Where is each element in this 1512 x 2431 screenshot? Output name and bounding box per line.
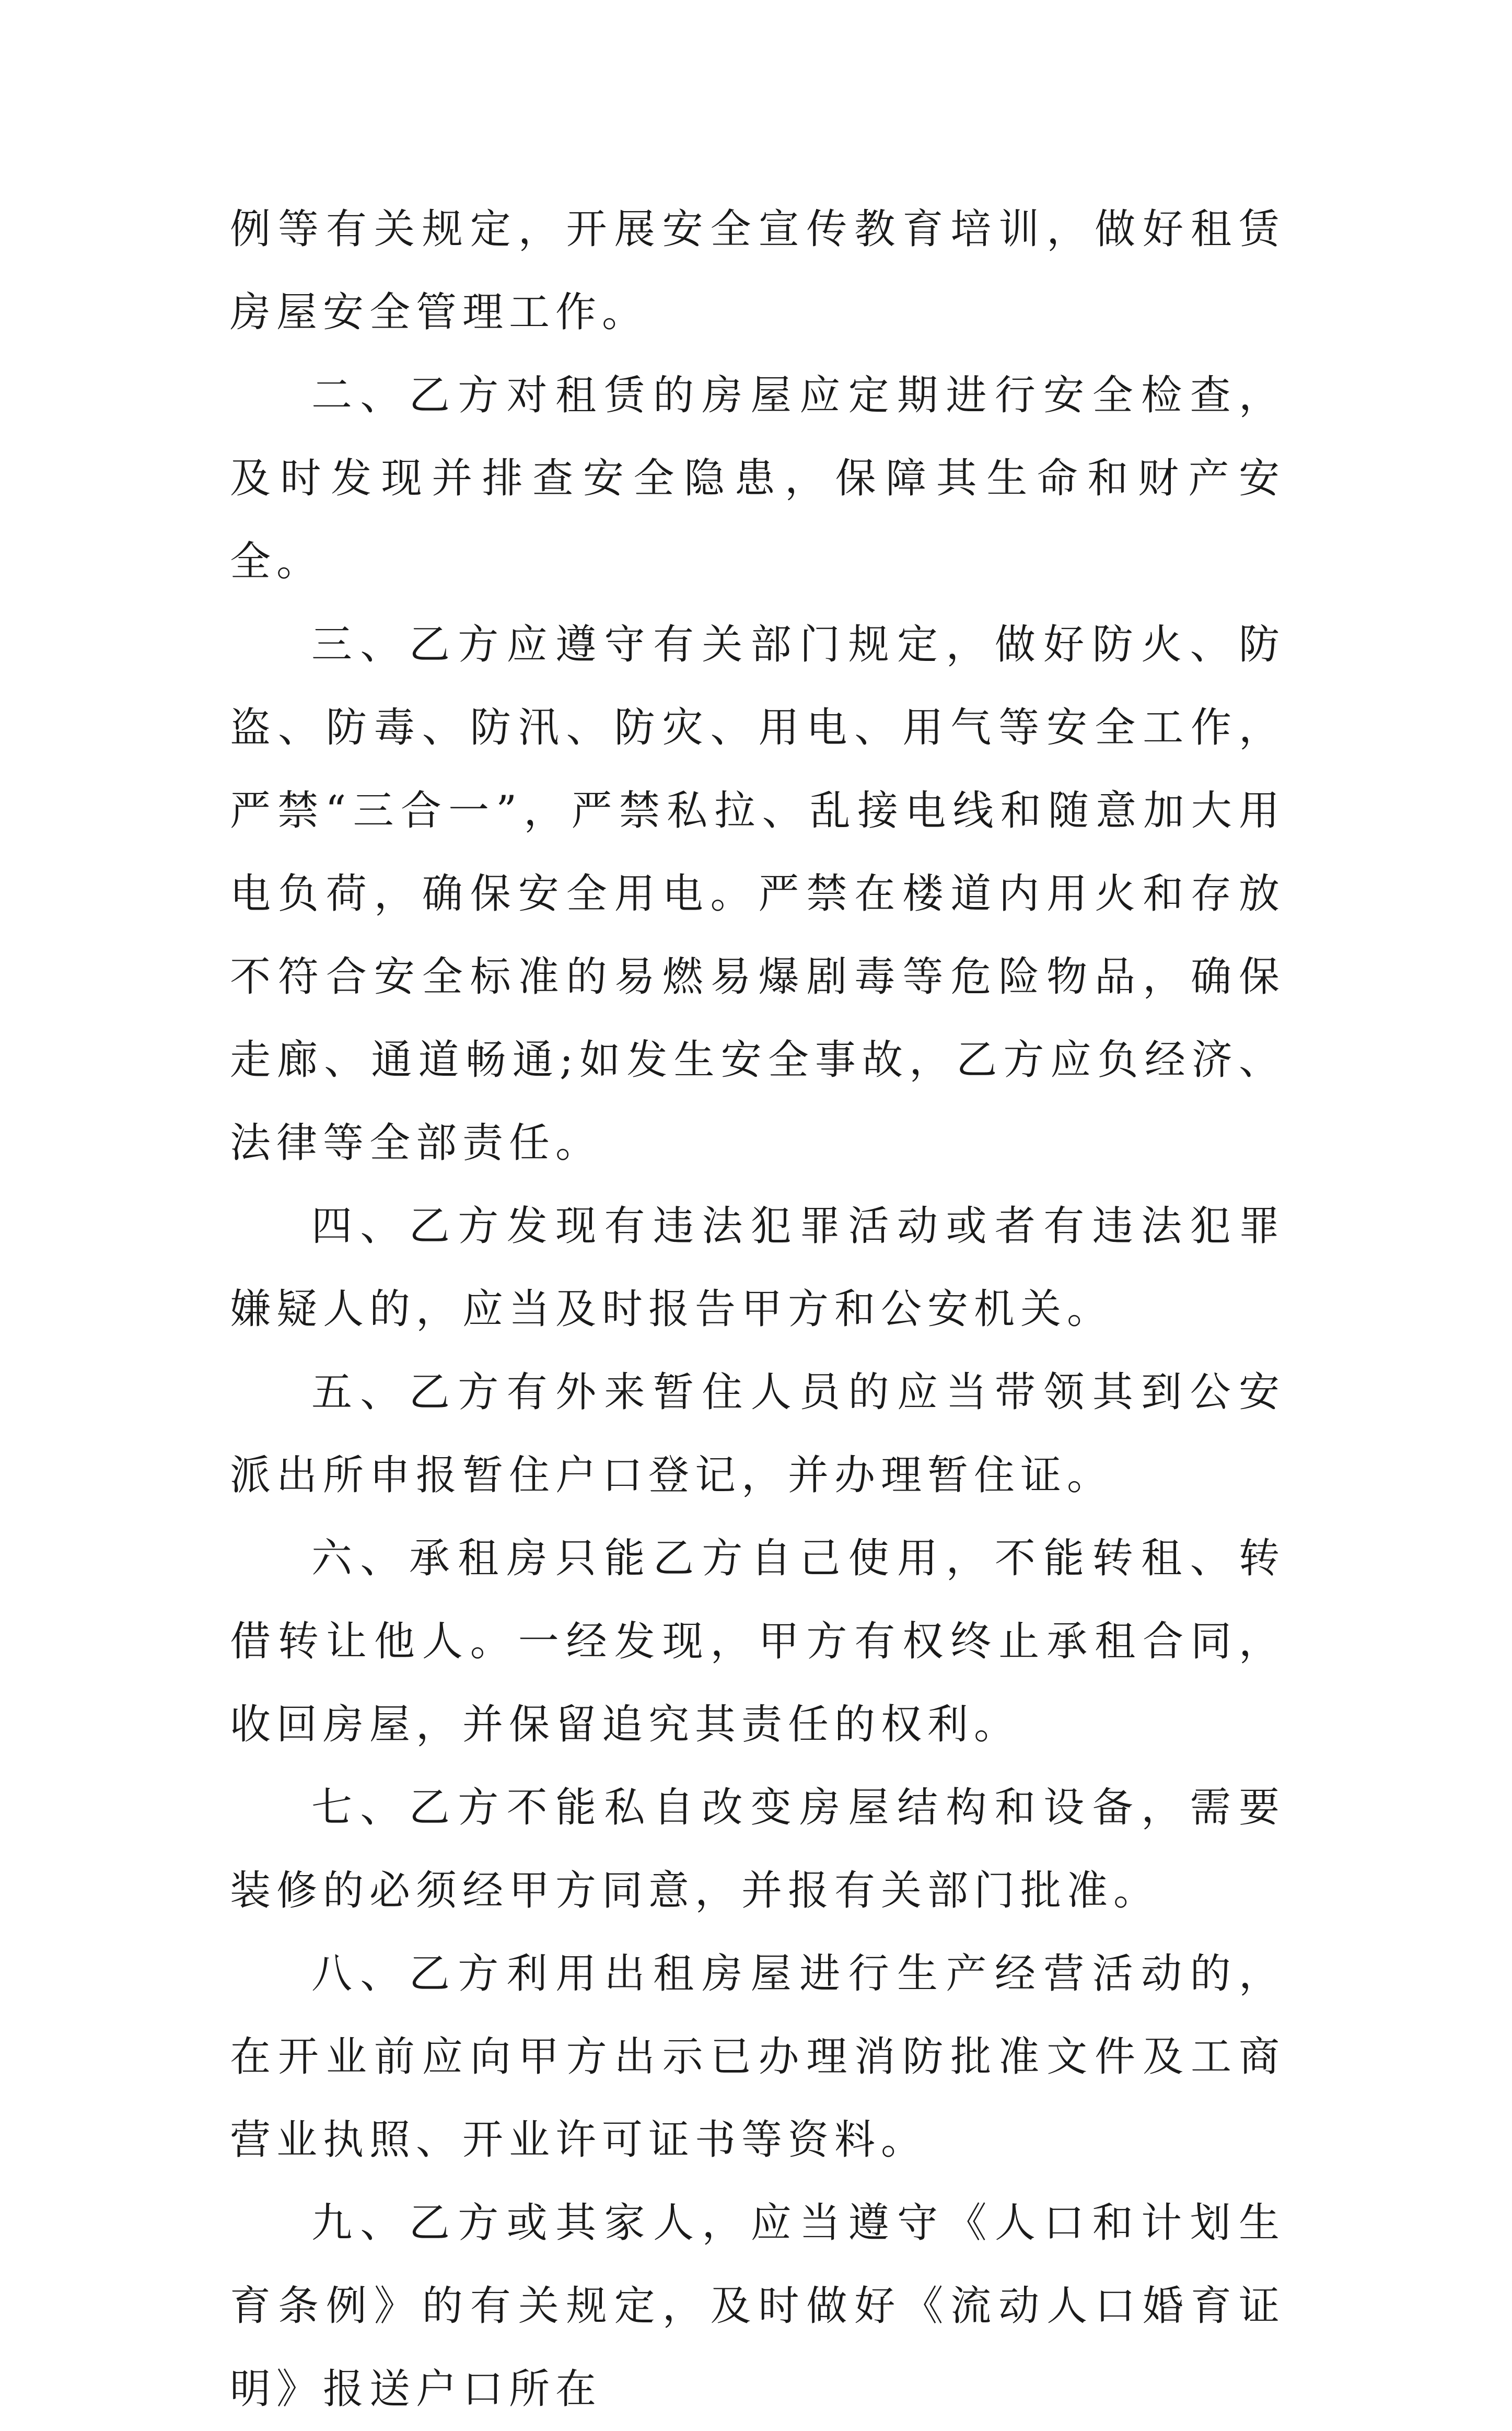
paragraph-clause-9: 九、乙方或其家人，应当遵守《人口和计划生育条例》的有关规定，及时做好《流动人口婚育证明》报送户口所在 (230, 2200, 1285, 2413)
paragraph-clause-7: 七、乙方不能私自改变房屋结构和设备，需要装修的必须经甲方同意，并报有关部门批准。 (230, 1784, 1285, 1914)
paragraph-clause-4: 四、乙方发现有违法犯罪活动或者有违法犯罪嫌疑人的，应当及时报告甲方和公安机关。 (230, 1203, 1285, 1333)
document-body (230, 188, 1285, 2431)
paragraph-clause-8: 八、乙方利用出租房屋进行生产经营活动的，在开业前应向甲方出示已办理消防批准文件及工商营业执照、开业许可证书等资料。 (230, 1950, 1285, 2164)
paragraph-clause-5: 五、乙方有外来暂住人员的应当带领其到公安派出所申报暂住户口登记，并办理暂住证。 (230, 1369, 1285, 1499)
paragraph-clause-6: 六、承租房只能乙方自己使用，不能转租、转借转让他人。一经发现，甲方有权终止承租合同，收回房屋，并保留追究其责任的权利。 (230, 1535, 1285, 1748)
paragraph-continuation: 例等有关规定，开展安全宣传教育培训，做好租赁房屋安全管理工作。 (230, 206, 1285, 336)
paragraph-clause-2: 二、乙方对租赁的房屋应定期进行安全检查，及时发现并排查安全隐患，保障其生命和财产安全。 (230, 372, 1285, 585)
paragraph-clause-3: 三、乙方应遵守有关部门规定，做好防火、防盗、防毒、防汛、防灾、用电、用气等安全工作，严禁“三合一”，严禁私拉、乱接电线和随意加大用电负荷，确保安全用电。严禁在楼道内用火和存放不符合安全标准的易燃易爆剧毒等危险物品，确保走廊、通道畅通;如发生安全事故，乙方应负经济、法律等全部责任。 (230, 621, 1285, 1167)
